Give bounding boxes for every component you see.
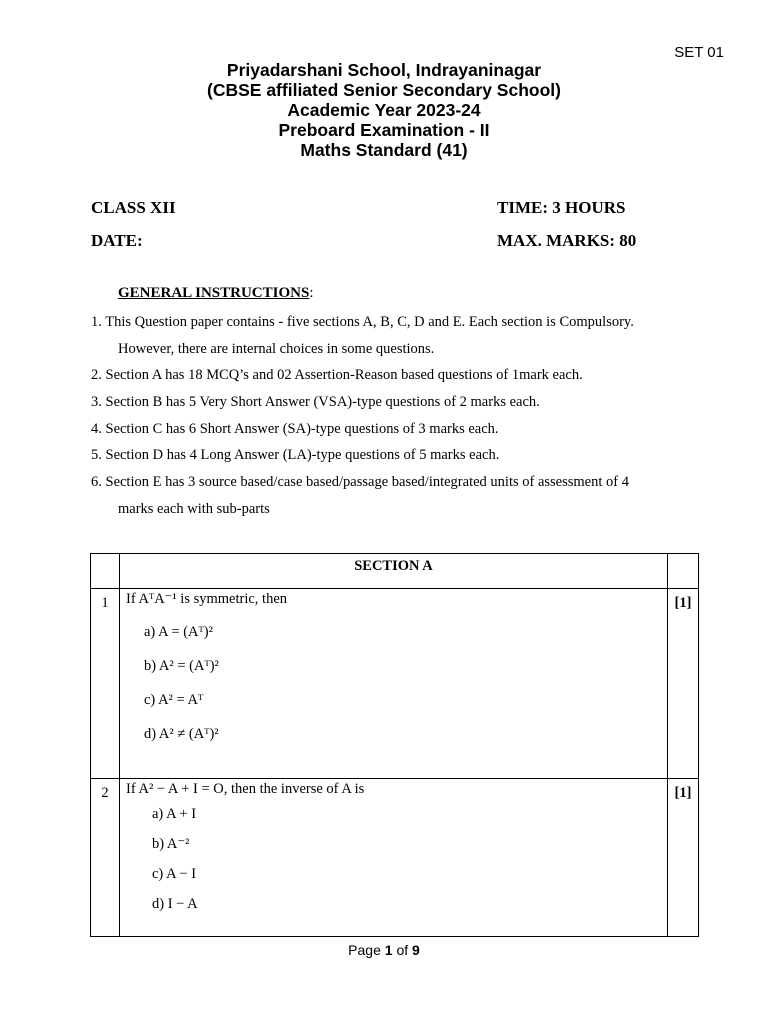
section-header-row — [91, 554, 699, 589]
option-b: b) A² = (Aᵀ)² — [144, 658, 219, 674]
page-current: 1 — [384, 942, 393, 958]
question-text: If A² − A + I = O, then the inverse of A is — [126, 781, 365, 797]
question-marks: [1] — [668, 589, 699, 779]
question-body — [120, 589, 668, 779]
of-word: of — [396, 942, 409, 958]
class-label: CLASS XII — [91, 198, 176, 217]
question-row — [91, 589, 699, 779]
section-a-table — [90, 553, 699, 937]
option-d: d) I − A — [152, 896, 198, 912]
page-footer — [0, 942, 768, 958]
option-b: b) A⁻² — [152, 836, 190, 852]
general-instructions-title: GENERAL INSTRUCTIONS — [118, 285, 310, 301]
instruction-item: 4. Section C has 6 Short Answer (SA)-type questions of 3 marks each. — [91, 421, 499, 437]
page-total: 9 — [412, 942, 420, 958]
instruction-item: marks each with sub-parts — [118, 501, 270, 517]
option-d: d) A² ≠ (Aᵀ)² — [144, 726, 219, 742]
document-header — [0, 60, 768, 160]
page-word: Page — [348, 942, 381, 958]
date-label: DATE: — [91, 231, 143, 250]
academic-year: Academic Year 2023-24 — [287, 100, 481, 120]
exam-name: Preboard Examination - II — [278, 120, 490, 140]
question-row — [91, 779, 699, 937]
instruction-item: 1. This Question paper contains - five sections A, B, C, D and E. Each section is Compulsory. — [91, 314, 634, 330]
instruction-item: 5. Section D has 4 Long Answer (LA)-type questions of 5 marks each. — [91, 447, 500, 463]
question-marks: [1] — [668, 779, 699, 937]
instruction-item: However, there are internal choices in some questions. — [118, 341, 435, 357]
instruction-item: 6. Section E has 3 source based/case based/passage based/integrated units of assessment of 4 — [91, 474, 629, 490]
instruction-item: 2. Section A has 18 MCQ’s and 02 Assertion-Reason based questions of 1mark each. — [91, 367, 583, 383]
question-text: If AᵀA⁻¹ is symmetric, then — [126, 591, 288, 607]
question-number: 1 — [91, 589, 120, 779]
option-a: a) A + I — [152, 806, 197, 822]
option-c: c) A² = Aᵀ — [144, 692, 204, 708]
time-label: TIME: 3 HOURS — [497, 198, 626, 217]
question-body — [120, 779, 668, 937]
instruction-item: 3. Section B has 5 Very Short Answer (VSA)-type questions of 2 marks each. — [91, 394, 540, 410]
set-label: SET 01 — [674, 44, 724, 61]
option-c: c) A − I — [152, 866, 197, 882]
general-instructions-heading — [118, 285, 313, 302]
subject-name: Maths Standard (41) — [300, 140, 468, 160]
option-a: a) A = (Aᵀ)² — [144, 624, 213, 640]
question-number: 2 — [91, 779, 120, 937]
max-marks-label: MAX. MARKS: 80 — [497, 231, 637, 250]
school-affiliation: (CBSE affiliated Senior Secondary School) — [207, 80, 561, 100]
school-name: Priyadarshani School, Indrayaninagar — [226, 60, 542, 80]
general-instructions-colon: : — [309, 285, 314, 301]
section-a-title: SECTION A — [120, 554, 668, 589]
